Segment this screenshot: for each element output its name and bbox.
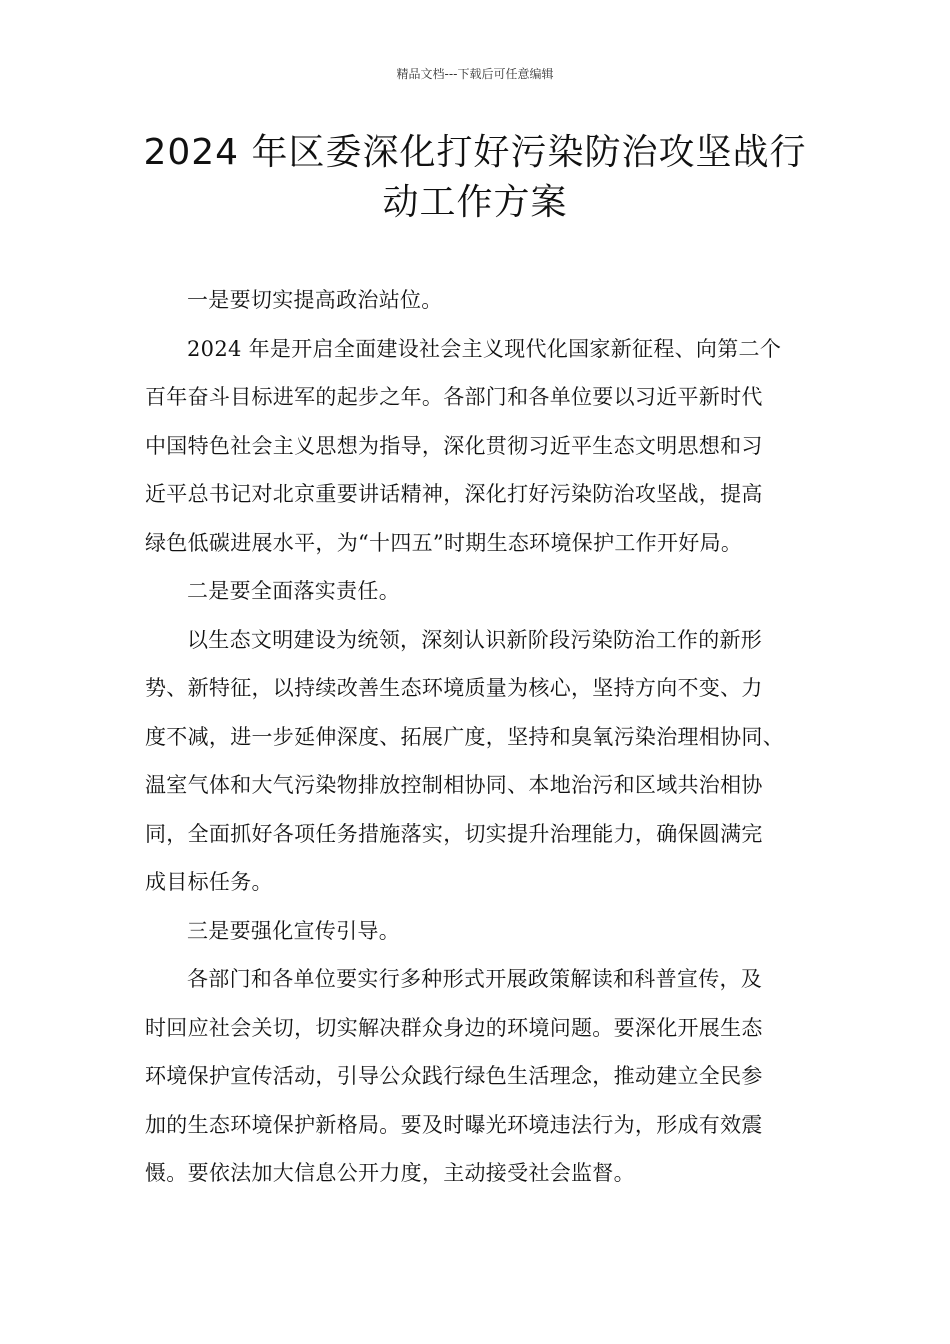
text-line: 成目标任务。 (145, 870, 273, 894)
title-line-1: 2024 年区委深化打好污染防治攻坚战行 (143, 132, 807, 173)
text-line: 温室气体和大气污染物排放控制相协同、本地治污和区域共治相协 (145, 773, 763, 797)
paragraph-1 (145, 325, 809, 568)
text-line: 环境保护宣传活动，引导公众践行绿色生活理念，推动建立全民参 (145, 1064, 763, 1088)
text-line: 慑。要依法加大信息公开力度，主动接受社会监督。 (145, 1161, 635, 1185)
document-title (130, 128, 820, 228)
header-note: 精品文档---下载后可任意编辑 (396, 67, 554, 81)
paragraph-3 (145, 955, 809, 1198)
text-line: 近平总书记对北京重要讲话精神，深化打好污染防治攻坚战，提高 (145, 482, 763, 506)
text-line: 2024 年是开启全面建设社会主义现代化国家新征程、向第二个 (187, 336, 782, 361)
text-line: 中国特色社会主义思想为指导，深化贯彻习近平生态文明思想和习 (145, 433, 763, 458)
text-line: 各部门和各单位要实行多种形式开展政策解读和科普宣传，及 (187, 967, 763, 991)
text-line: 百年奋斗目标进军的起步之年。各部门和各单位要以习近平新时代 (145, 385, 763, 409)
text-line: 绿色低碳进展水平，为“十四五”时期生态环境保护工作开好局。 (145, 530, 743, 555)
text-line: 势、新特征，以持续改善生态环境质量为核心，坚持方向不变、力 (145, 676, 763, 700)
title-line-2: 动工作方案 (382, 182, 568, 223)
paragraph-2 (145, 616, 809, 907)
section-heading-3 (145, 907, 809, 956)
text-line: 三是要强化宣传引导。 (187, 918, 400, 943)
text-line: 同，全面抓好各项任务措施落实，切实提升治理能力，确保圆满完 (145, 821, 763, 846)
text-line: 以生态文明建设为统领，深刻认识新阶段污染防治工作的新形 (187, 627, 763, 652)
section-heading-2 (145, 567, 809, 616)
text-line: 加的生态环境保护新格局。要及时曝光环境违法行为，形成有效震 (145, 1112, 763, 1137)
document-body (145, 276, 809, 1198)
text-line: 一是要切实提高政治站位。 (187, 288, 443, 312)
section-heading-1 (145, 276, 809, 325)
text-line: 度不减，进一步延伸深度、拓展广度，坚持和臭氧污染治理相协同、 (145, 724, 784, 749)
text-line: 二是要全面落实责任。 (187, 579, 400, 603)
text-line: 时回应社会关切，切实解决群众身边的环境问题。要深化开展生态 (145, 1015, 763, 1040)
